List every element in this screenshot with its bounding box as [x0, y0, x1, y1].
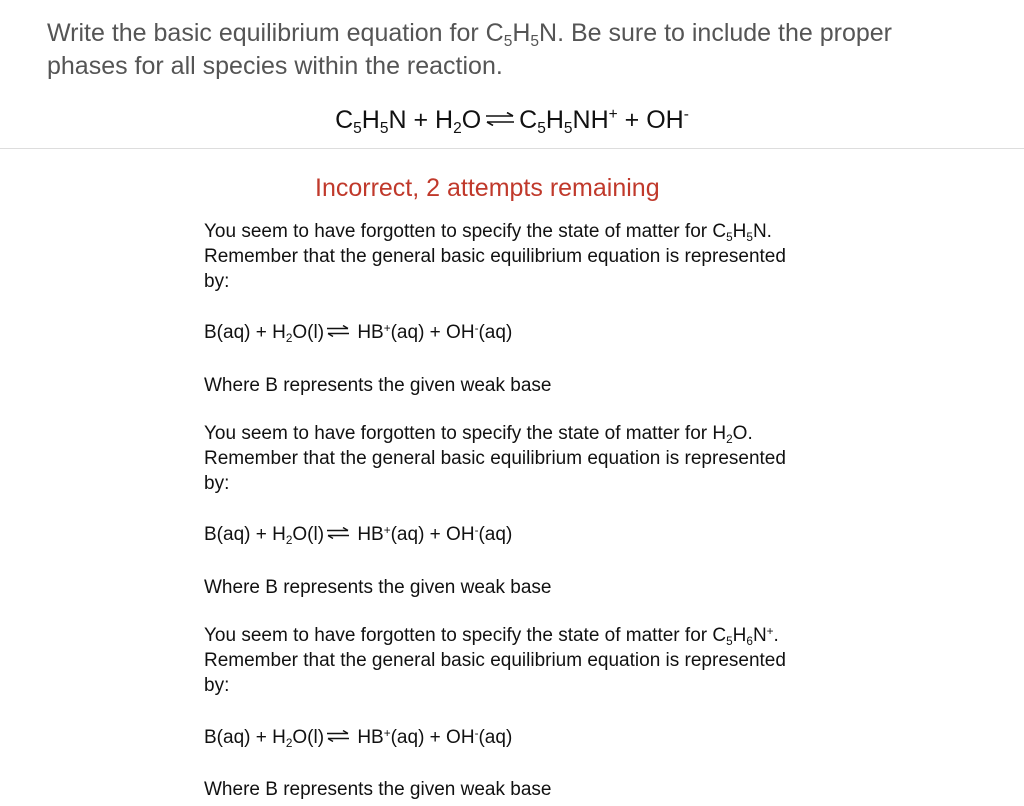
general-equation: $B(aq) + H_2O(l) HB^+(aq) + OH^-(aq)$	[204, 726, 513, 751]
where-note: Where B represents the given weak base	[204, 375, 552, 396]
feedback-text: You seem to have forgotten to specify the state of matter for $C_5H_6N^+$. Remember that the general basic equilibrium equation is represented by:	[204, 624, 786, 696]
feedback-text: You seem to have forgotten to specify the state of matter for $C_5H_5N$. Remember that the general basic equilibrium equation is represented by:	[204, 221, 786, 292]
general-equation: $B(aq) + H_2O(l) HB^+(aq) + OH^-(aq)$	[204, 523, 513, 548]
equilibrium-arrow-icon	[485, 112, 515, 126]
feedback-block-1	[204, 219, 814, 294]
feedback-block-3	[204, 623, 814, 698]
divider	[0, 148, 1024, 149]
general-equation: $B(aq) + H_2O(l) HB^+(aq) + OH^-(aq)$	[204, 321, 513, 346]
feedback-block-2	[204, 421, 814, 496]
where-note: Where B represents the given weak base	[204, 779, 552, 800]
where-note: Where B represents the given weak base	[204, 577, 552, 598]
equilibrium-arrow-icon	[326, 730, 350, 742]
status-message: Incorrect, 2 attempts remaining	[315, 174, 660, 202]
equilibrium-arrow-icon	[326, 527, 350, 539]
submitted-equation: $C_5H_5N + H_2O$ $C_5H_5NH^+ + OH^-$	[335, 106, 689, 138]
equilibrium-arrow-icon	[326, 325, 350, 337]
feedback-text: You seem to have forgotten to specify the state of matter for $H_2O$. Remember that the general basic equilibrium equation is represented by:	[204, 423, 786, 494]
question-text: Write the basic equilibrium equation for $C_5H_5N$. Be sure to include the proper phases for all species within the reaction.	[47, 19, 892, 80]
